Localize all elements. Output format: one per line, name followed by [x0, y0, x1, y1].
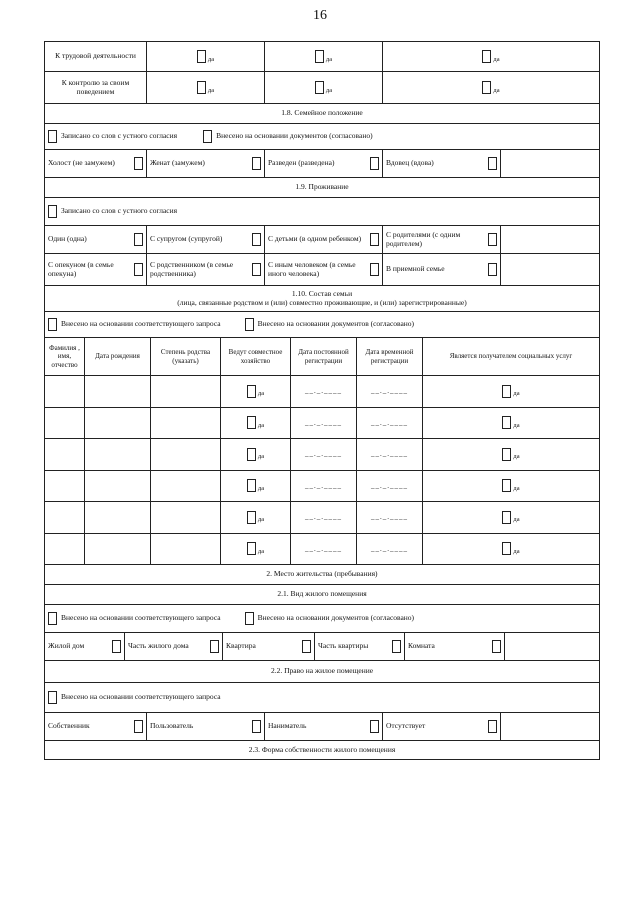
- page-number: 16: [313, 8, 327, 23]
- permanent-registration-date[interactable]: __._.____: [291, 471, 357, 502]
- table-row: [44, 407, 600, 439]
- dwelling-type-source-request[interactable]: Внесено на основании соответствующего запроса: [48, 612, 221, 625]
- residence-option[interactable]: С детьми (в одном ребенком): [265, 226, 383, 253]
- table-row: [44, 438, 600, 470]
- table-cell[interactable]: [45, 471, 85, 502]
- residence-option[interactable]: С родственником (в семье родственника): [147, 254, 265, 285]
- family-status-option[interactable]: Женат (замужем): [147, 150, 265, 177]
- dwelling-right-title: 2.2. Право на жилое помещение: [270, 666, 374, 676]
- temporary-registration-date[interactable]: __._.____: [357, 502, 423, 533]
- joint-household-yes[interactable]: да: [221, 408, 291, 439]
- table-row: [44, 533, 600, 565]
- checkbox[interactable]: [502, 448, 511, 461]
- table-row: [44, 375, 600, 407]
- checkbox[interactable]: [315, 50, 324, 63]
- table-cell[interactable]: [151, 439, 221, 470]
- family-status-source-oral[interactable]: Записано со слов с устного согласия: [48, 130, 177, 143]
- table-cell[interactable]: [85, 408, 151, 439]
- checkbox[interactable]: [48, 130, 57, 143]
- joint-household-yes[interactable]: да: [221, 534, 291, 565]
- permanent-registration-date[interactable]: __._.____: [291, 408, 357, 439]
- permanent-registration-date[interactable]: __._.____: [291, 376, 357, 407]
- place-of-residence-title: 2. Место жительства (пребывания): [266, 569, 378, 579]
- self-control-yes-3[interactable]: да: [482, 81, 499, 94]
- checkbox[interactable]: [247, 448, 256, 461]
- checkbox[interactable]: [502, 479, 511, 492]
- family-composition-source-docs[interactable]: Внесено на основании документов (согласовано): [245, 318, 415, 331]
- employment-label: К трудовой деятельности: [45, 42, 147, 71]
- ownership-form-title: 2.3. Форма собственности жилого помещения: [248, 744, 396, 754]
- temporary-registration-date[interactable]: __._.____: [357, 534, 423, 565]
- checkbox[interactable]: [203, 130, 212, 143]
- residence-options-row-2: [44, 253, 600, 285]
- dwelling-type-option[interactable]: Часть жилого дома: [125, 633, 223, 660]
- checkbox[interactable]: [247, 385, 256, 398]
- checkbox[interactable]: [48, 205, 57, 218]
- checkbox[interactable]: [48, 612, 57, 625]
- residence-option[interactable]: С родителями (с одним родителем): [383, 226, 501, 253]
- table-cell[interactable]: [45, 502, 85, 533]
- table-cell[interactable]: [151, 534, 221, 565]
- family-status-source-docs[interactable]: Внесено на основании документов (согласовано): [203, 130, 373, 143]
- residence-options-row-1: [44, 225, 600, 253]
- family-status-option[interactable]: Разведен (разведена): [265, 150, 383, 177]
- checkbox[interactable]: [502, 511, 511, 524]
- employment-yes-1[interactable]: да: [197, 50, 214, 63]
- column-header: Ведут совместное хозяйство: [221, 338, 291, 375]
- self-control-row: [44, 71, 600, 103]
- self-control-label: К контролю за своим поведением: [45, 72, 147, 103]
- family-composition-source-request[interactable]: Внесено на основании соответствующего запроса: [48, 318, 221, 331]
- column-header: Дата постоянной регистрации: [291, 338, 357, 375]
- family-composition-title: 1.10. Состав семьи: [291, 288, 353, 298]
- family-status-title: 1.8. Семейное положение: [281, 108, 363, 118]
- temporary-registration-date[interactable]: __._.____: [357, 439, 423, 470]
- table-cell[interactable]: [45, 534, 85, 565]
- table-cell[interactable]: [45, 408, 85, 439]
- dwelling-right-option[interactable]: Собственник: [45, 713, 147, 740]
- residence-option[interactable]: В приемной семье: [383, 254, 501, 285]
- table-row: [44, 501, 600, 533]
- family-composition-subtitle: (лица, связанные родством и (или) совместно проживающие, и (или) зарегистрированные): [177, 297, 467, 307]
- family-status-option[interactable]: Холост (не замужем): [45, 150, 147, 177]
- table-cell[interactable]: [45, 439, 85, 470]
- checkbox[interactable]: [197, 50, 206, 63]
- checkbox[interactable]: [245, 318, 254, 331]
- checkbox[interactable]: [247, 479, 256, 492]
- joint-household-yes[interactable]: да: [221, 376, 291, 407]
- dwelling-type-option[interactable]: Часть квартиры: [315, 633, 405, 660]
- joint-household-yes[interactable]: да: [221, 502, 291, 533]
- residence-source-oral[interactable]: Записано со слов с устного согласия: [48, 205, 177, 218]
- dwelling-right-options: [44, 712, 600, 740]
- column-header: Фамилия , имя, отчество: [45, 338, 85, 375]
- dwelling-right-option[interactable]: Отсутствует: [383, 713, 501, 740]
- checkbox[interactable]: [502, 416, 511, 429]
- social-services-yes[interactable]: да: [423, 502, 599, 533]
- permanent-registration-date[interactable]: __._.____: [291, 534, 357, 565]
- residence-title: 1.9. Проживание: [295, 182, 349, 192]
- temporary-registration-date[interactable]: __._.____: [357, 471, 423, 502]
- column-header: Дата временной регистрации: [357, 338, 423, 375]
- social-services-yes[interactable]: да: [423, 534, 599, 565]
- form-sheet: [44, 41, 600, 760]
- table-cell[interactable]: [85, 376, 151, 407]
- checkbox[interactable]: [48, 318, 57, 331]
- employment-yes-3[interactable]: да: [482, 50, 499, 63]
- family-status-options: [44, 149, 600, 177]
- table-cell[interactable]: [45, 376, 85, 407]
- checkbox[interactable]: [247, 511, 256, 524]
- social-services-yes[interactable]: да: [423, 376, 599, 407]
- checkbox[interactable]: [482, 50, 491, 63]
- table-cell[interactable]: [85, 502, 151, 533]
- residence-option[interactable]: Один (одна): [45, 226, 147, 253]
- table-cell[interactable]: [85, 534, 151, 565]
- employment-yes-2[interactable]: да: [315, 50, 332, 63]
- self-control-yes-1[interactable]: да: [197, 81, 214, 94]
- social-services-yes[interactable]: да: [423, 471, 599, 502]
- checkbox[interactable]: [315, 81, 324, 94]
- checkbox[interactable]: [245, 612, 254, 625]
- checkbox[interactable]: [197, 81, 206, 94]
- dwelling-type-option[interactable]: Квартира: [223, 633, 315, 660]
- residence-option[interactable]: С опекуном (в семье опекуна): [45, 254, 147, 285]
- checkbox[interactable]: [502, 385, 511, 398]
- dwelling-right-option[interactable]: Пользователь: [147, 713, 265, 740]
- table-cell[interactable]: [85, 439, 151, 470]
- column-header: Является получателем социальных услуг: [449, 352, 573, 361]
- table-cell[interactable]: [85, 471, 151, 502]
- family-status-option[interactable]: Вдовец (вдова): [383, 150, 501, 177]
- family-composition-header: [44, 337, 600, 375]
- checkbox[interactable]: [482, 81, 491, 94]
- table-cell[interactable]: [151, 376, 221, 407]
- table-cell[interactable]: [151, 408, 221, 439]
- dwelling-type-options: [44, 632, 600, 660]
- temporary-registration-date[interactable]: __._.____: [357, 376, 423, 407]
- self-control-yes-2[interactable]: да: [315, 81, 332, 94]
- dwelling-type-option[interactable]: Комната: [405, 633, 505, 660]
- dwelling-right-option[interactable]: Наниматель: [265, 713, 383, 740]
- checkbox[interactable]: [247, 416, 256, 429]
- column-header: Степень родства (указать): [151, 338, 221, 375]
- checkbox[interactable]: [247, 542, 256, 555]
- joint-household-yes[interactable]: да: [221, 439, 291, 470]
- permanent-registration-date[interactable]: __._.____: [291, 439, 357, 470]
- column-header: Дата рождения: [85, 338, 151, 375]
- dwelling-right-source-request[interactable]: Внесено на основании соответствующего запроса: [48, 691, 221, 704]
- table-cell[interactable]: [151, 471, 221, 502]
- residence-option[interactable]: С иным человеком (в семье иного человека): [265, 254, 383, 285]
- checkbox[interactable]: [502, 542, 511, 555]
- table-row: [44, 470, 600, 502]
- residence-option[interactable]: С супругом (супругой): [147, 226, 265, 253]
- table-cell[interactable]: [151, 502, 221, 533]
- dwelling-type-source-docs[interactable]: Внесено на основании документов (согласовано): [245, 612, 415, 625]
- social-services-yes[interactable]: да: [423, 439, 599, 470]
- permanent-registration-date[interactable]: __._.____: [291, 502, 357, 533]
- employment-row: [44, 41, 600, 71]
- joint-household-yes[interactable]: да: [221, 471, 291, 502]
- checkbox[interactable]: [48, 691, 57, 704]
- family-composition-rows: [44, 375, 600, 564]
- social-services-yes[interactable]: да: [423, 408, 599, 439]
- temporary-registration-date[interactable]: __._.____: [357, 408, 423, 439]
- dwelling-type-title: 2.1. Вид жилого помещения: [277, 589, 367, 599]
- dwelling-type-option[interactable]: Жилой дом: [45, 633, 125, 660]
